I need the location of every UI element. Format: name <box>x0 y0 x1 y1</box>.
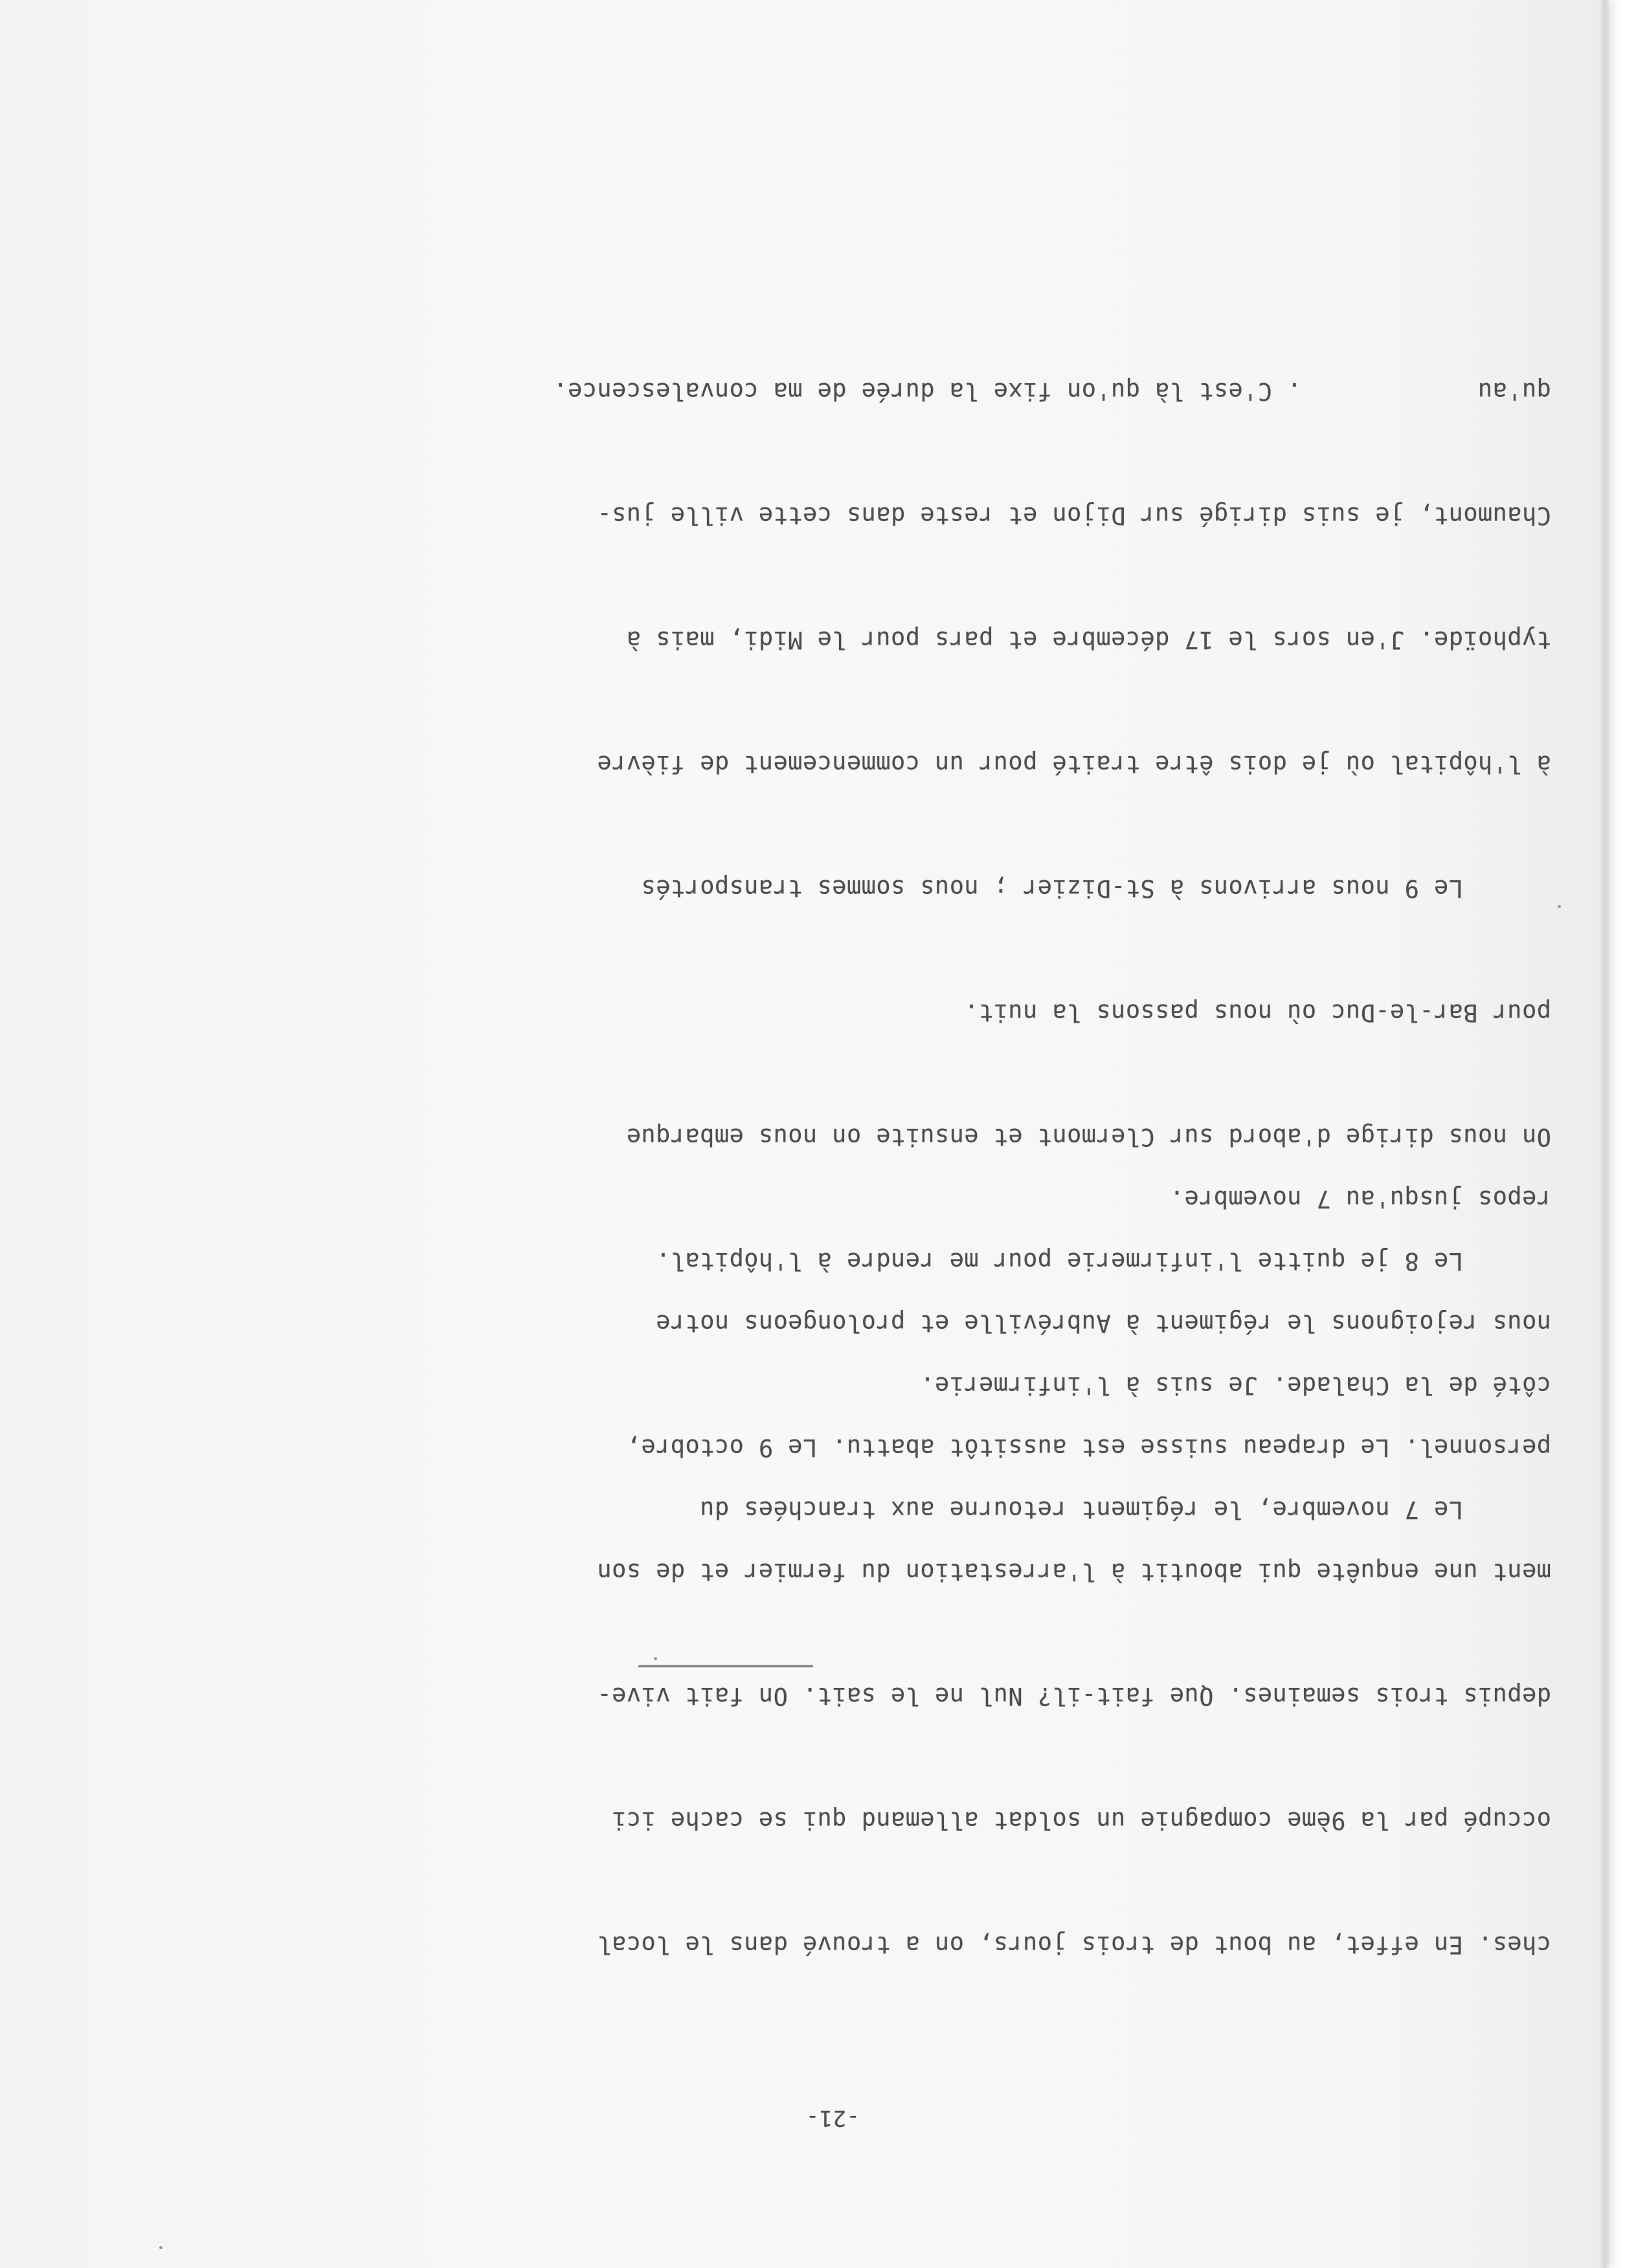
text-line: ches. En effet, au bout de trois jours, on a trouvé dans le local <box>597 1931 1551 1959</box>
text-line: nous rejoignons le régiment à Aubréville et prolongeons notre <box>655 1309 1551 1337</box>
text-line: ment une enquête qui aboutit à l'arrestation du fermier et de son <box>597 1558 1551 1586</box>
text-line: qu'au . C'est là qu'on fixe la durée de ma convalescence. <box>553 377 1551 405</box>
page-number: -21- <box>805 2105 860 2131</box>
text-line: occupé par la 9ème compagnie un soldat allemand qui se cache ici <box>611 1807 1551 1834</box>
text-line: Le 7 novembre, le régiment retourne aux tranchées du <box>699 1496 1551 1524</box>
text-line: typhoïde. J'en sors le 17 décembre et pars pour le Midi, mais à <box>626 626 1551 654</box>
paper-speck <box>159 2246 162 2249</box>
paragraph-2 <box>553 287 1551 1613</box>
text-line: Le 8 je quitte l'infirmerie pour me rendre à l'hôpital. <box>655 1247 1551 1275</box>
text-line: Le 9 nous arrivons à St-Dizier ; nous sommes transportés <box>641 874 1551 902</box>
text-line: côté de la Chalade. Je suis à l'infirmerie. <box>919 1372 1551 1399</box>
text-line: depuis trois semaines. Que fait-il? Nul ne le sait. On fait vive- <box>597 1682 1551 1710</box>
text-line: personnel. Le drapeau suisse est aussitôt abattu. Le 9 octobre, <box>626 1434 1551 1462</box>
paper-speck <box>654 1657 657 1660</box>
text-line: On nous dirige d'abord sur Clermont et ensuite on nous embarque <box>626 1123 1551 1151</box>
text-line: à l'hôpital où je dois être traité pour un commencement de fièvre <box>597 750 1551 778</box>
text-line: Chaumont, je suis dirigé sur Dijon et reste dans cette ville jus- <box>597 502 1551 529</box>
paper-speck <box>1558 905 1561 908</box>
text-line: pour Bar-le-Duc où nous passons la nuit. <box>963 999 1551 1027</box>
section-divider <box>638 1665 813 1667</box>
text-line: repos jusqu'au 7 novembre. <box>1169 1185 1551 1213</box>
